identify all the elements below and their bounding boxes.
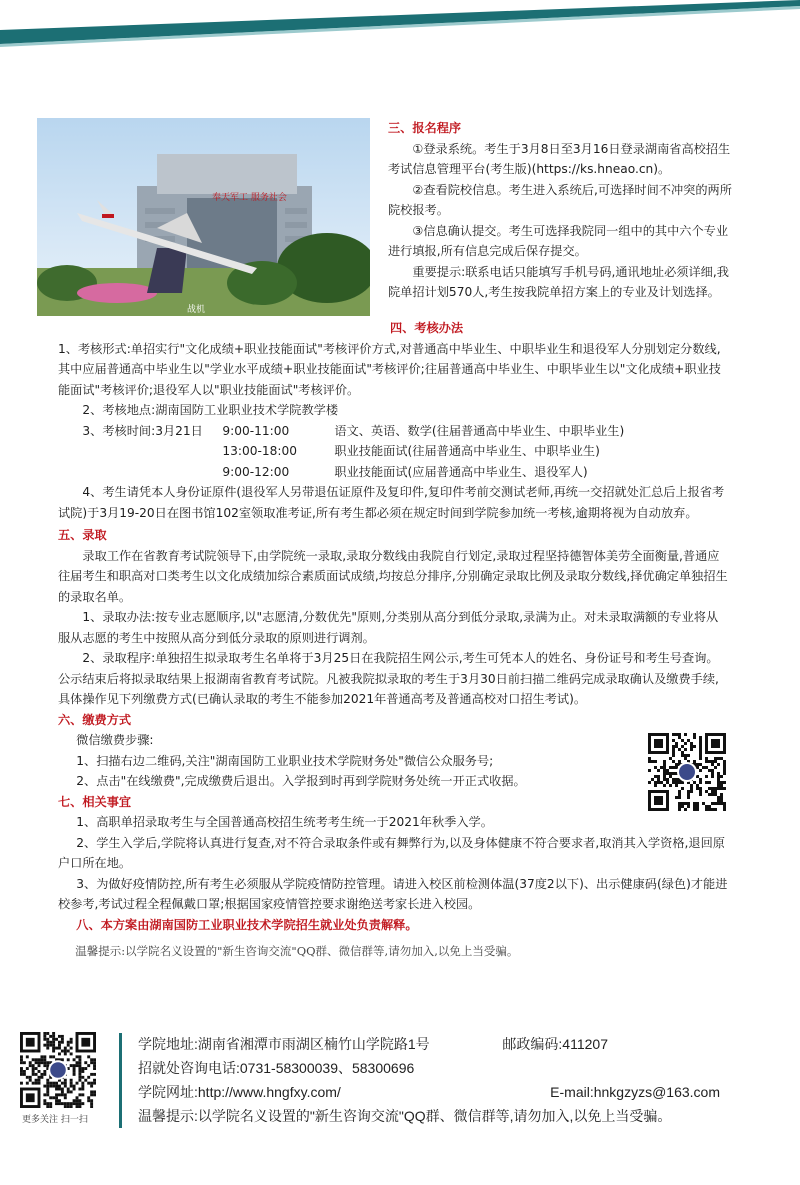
paragraph: 微信缴费步骤: — [76, 733, 154, 747]
footer-info — [138, 1032, 720, 1128]
postcode: 邮政编码:411207 — [502, 1036, 608, 1052]
footer-tip: 温馨提示:以学院名义设置的"新生咨询交流"QQ群、微信群等,请勿加入,以免上当受骗。 — [138, 1108, 672, 1124]
main-content — [58, 318, 730, 962]
section-title: 三、报名程序 — [388, 121, 462, 135]
paragraph: 4、考生请凭本人身份证原件(退役军人另带退伍证原件及复印件,复印件考前交测试老师,再统一交招就处汇总后上报省考试院)于3月19-20日在图书馆102室领取准考证,所有考生都必须在规定时间到学院参加统一考核,逾期将视为自动放弃。 — [58, 485, 725, 520]
section-registration — [388, 118, 733, 303]
email-link[interactable]: E-mail:hnkgzyzs@163.com — [550, 1084, 720, 1100]
schedule-time: 13:00-18:00 — [222, 444, 298, 458]
schedule-row — [58, 421, 730, 442]
paragraph: 1、扫描右边二维码,关注"湖南国防工业职业技术学院财务处"微信公众服务号; — [76, 753, 494, 768]
phone: 招就处咨询电话:0731-58300039、58300696 — [138, 1060, 415, 1076]
paragraph: 2、学生入学后,学院将认真进行复查,对不符合录取条件或有舞弊行为,以及身体健康不符合要求者,取消其入学资格,退回原户口所在地。 — [58, 835, 725, 870]
building-sign: 奉天军工 服务社会 — [212, 193, 287, 203]
college-seal-icon — [678, 763, 696, 781]
schedule-time: 9:00-12:00 — [222, 464, 290, 479]
website-link[interactable]: 学院网址:http://www.hngfxy.com/ — [138, 1084, 341, 1100]
paragraph: 2、点击"在线缴费",完成缴费后退出。入学报到时再到学院财务处统一开正式收据。 — [76, 774, 526, 788]
footer-divider — [119, 1033, 122, 1128]
schedule-subject: 职业技能面试(往届普通高中毕业生、中职毕业生) — [334, 444, 600, 458]
qr-caption: 更多关注 扫一扫 — [22, 1115, 88, 1125]
section-title: 四、考核办法 — [390, 321, 464, 335]
college-seal-icon — [49, 1061, 67, 1079]
paragraph: 2、考核地点:湖南国防工业职业技术学院教学楼 — [82, 403, 339, 417]
paragraph: 2、录取程序:单独招生拟录取考生名单将于3月25日在我院招生网公示,考生可凭本人的姓名、身份证号和考生号查询。公示结束后将拟录取结果上报湖南省教育考试院。凡被我院拟录取的考生于3月30日前扫描二维码完成录取确认及缴费手续,具体操作见下列缴费方式(已确认录取的考生不能参加2021年普通高考及普通高校对口招生考试)。 — [58, 651, 719, 706]
paragraph: 1、高职单招录取考生与全国普通高校招生统考考生统一于2021年秋季入学。 — [76, 815, 493, 829]
paragraph: 录取工作在省教育考试院领导下,由学院统一录取,录取分数线由我院自行划定,录取过程坚持德智体美劳全面衡量,普通应往届考生和职高对口类考生以文化成绩加综合素质面试成绩,均按总分排序,分别确定录取比例及录取分数线,择优确定单独招生的录取名单。 — [58, 548, 728, 604]
schedule-date — [82, 462, 222, 483]
paragraph: 1、录取办法:按专业志愿顺序,以"志愿清,分数优先"原则,分类别从高分到低分录取,录满为止。对未录取满额的专业将从服从志愿的考生中按照从高分到低分录取的原则进行调剂。 — [58, 610, 719, 645]
payment-block — [58, 710, 628, 792]
schedule-date: 3、考核时间:3月21日 — [82, 423, 203, 438]
section-title: 五、录取 — [58, 528, 107, 542]
qr-code-icon[interactable] — [20, 1032, 96, 1108]
paragraph: 1、考核形式:单招实行"文化成绩+职业技能面试"考核评价方式,对普通高中毕业生、中职毕业生和退役军人分别划定分数线,其中应届普通高中毕业生以"学业水平成绩+职业技能面试"考核评价;往届普通高中毕业生、中职毕业生以"文化成绩+职业技能面试"考核评价;退役军人以"职业技能面试"考核评价。 — [58, 341, 721, 397]
top-decor-band — [0, 0, 800, 60]
qr-code-icon[interactable] — [648, 733, 726, 811]
paragraph: ③信息确认提交。考生可选择我院同一组中的其中六个专业进行填报,所有信息完成后保存提交。 — [388, 223, 729, 258]
section-title: 八、本方案由湖南国防工业职业技术学院招生就业处负责解释。 — [76, 917, 418, 932]
photo-watermark: 战机 — [187, 305, 206, 315]
paragraph: 重要提示:联系电话只能填写手机号码,通讯地址必须详细,我院单招计划570人,考生按我院单招方案上的专业及计划选择。 — [388, 264, 729, 299]
paragraph: ①登录系统。考生于3月8日至3月16日登录湖南省高校招生考试信息管理平台(考生版)(https://ks.hneao.cn)。 — [388, 141, 731, 176]
paragraph: 3、为做好疫情防控,所有考生必须服从学院疫情防控管理。请进入校区前检测体温(37度2以下)、出示健康码(绿色)才能进校参考,考试过程全程佩戴口罩;根据国家疫情管控要求谢绝送考家长进入校园。 — [58, 876, 728, 911]
schedule-subject: 语文、英语、数学(往届普通高中毕业生、中职毕业生) — [334, 423, 625, 438]
schedule-row — [58, 441, 730, 462]
section-title: 六、缴费方式 — [58, 712, 132, 727]
address: 学院地址:湖南省湘潭市雨湖区楠竹山学院路1号 — [138, 1036, 430, 1052]
schedule-subject: 职业技能面试(应届普通高中毕业生、退役军人) — [334, 464, 588, 479]
warning-tip: 温馨提示:以学院名义设置的"新生咨询交流"QQ群、微信群等,请勿加入,以免上当受骗。 — [75, 944, 519, 958]
schedule-date — [82, 441, 222, 462]
schedule-row — [58, 462, 730, 483]
campus-photo — [37, 118, 370, 316]
schedule-time: 9:00-11:00 — [222, 423, 290, 438]
section-title: 七、相关事宜 — [58, 794, 132, 809]
paragraph: ②查看院校信息。考生进入系统后,可选择时间不冲突的两所院校报考。 — [388, 182, 732, 217]
